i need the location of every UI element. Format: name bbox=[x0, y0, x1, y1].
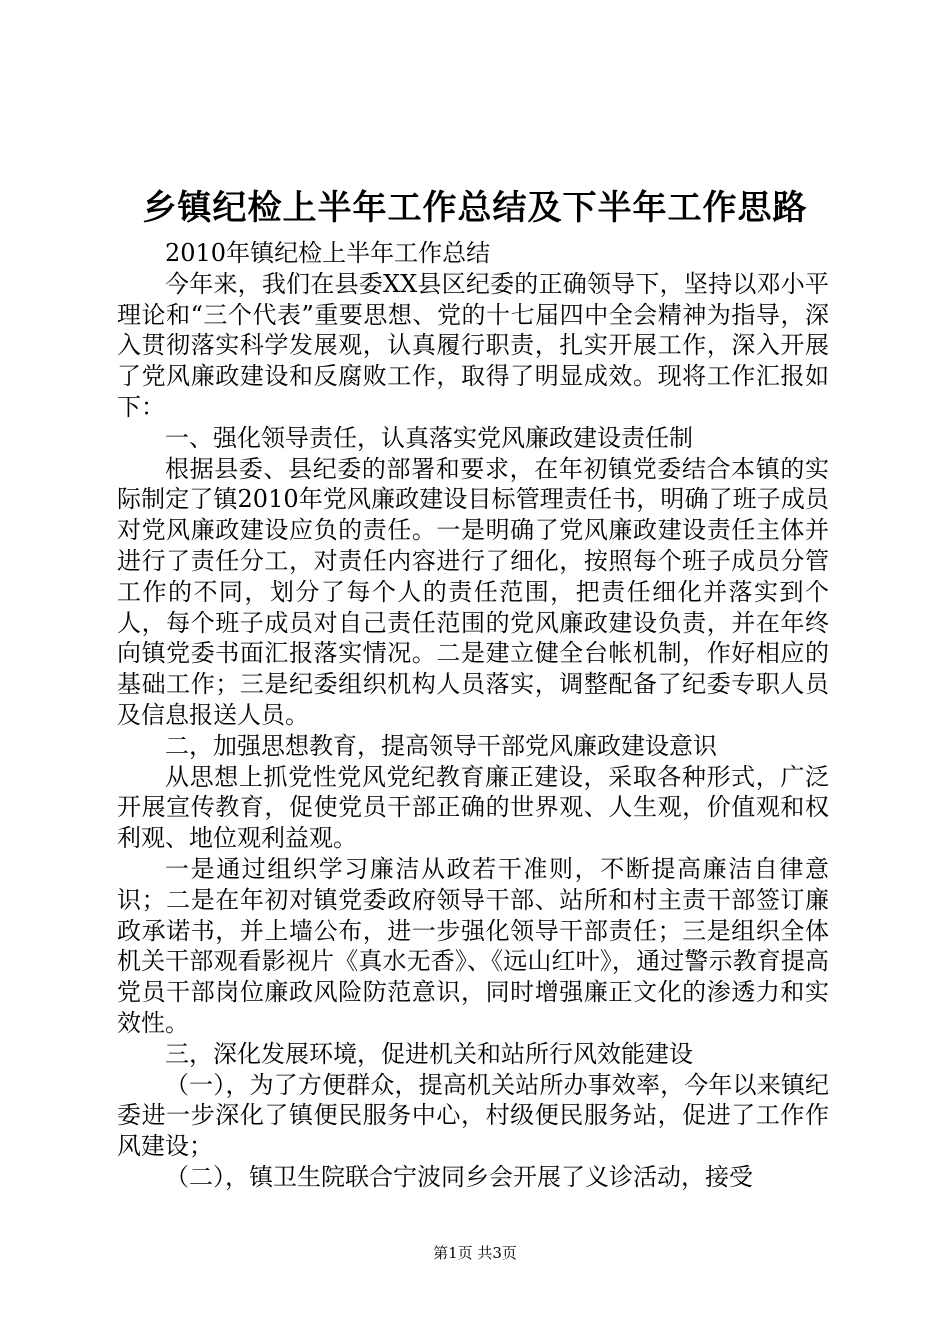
section-heading-2: 二，加强思想教育，提高领导干部党风廉政建设意识 bbox=[165, 731, 717, 760]
body-paragraph: （二），镇卫生院联合宁波同乡会开展了义诊活动，接受 bbox=[165, 1162, 753, 1191]
body-paragraph: （一），为了方便群众，提高机关站所办事效率，今年以来镇纪委进一步深化了镇便民服务中心，村级便民服务站，促进了工作作风建设； bbox=[117, 1070, 829, 1161]
document-body bbox=[117, 238, 829, 1193]
subtitle-paragraph: 2010年镇纪检上半年工作总结 bbox=[165, 239, 491, 267]
body-paragraph: 一是通过组织学习廉洁从政若干准则，不断提高廉洁自律意识；二是在年初对镇党委政府领导干部、站所和村主责干部签订廉政承诺书，并上墙公布，进一步强化领导干部责任；三是组织全体机关干部观看影视片《真水无香》、《远山红叶》，通过警示教育提高党员干部岗位廉政风险防范意识，同时增强廉正文化的渗透力和实效性。 bbox=[117, 854, 829, 1037]
document-title: 乡镇纪检上半年工作总结及下半年工作思路 bbox=[142, 188, 808, 228]
intro-paragraph: 今年来，我们在县委XX县区纪委的正确领导下，坚持以邓小平理论和“三个代表”重要思想、党的十七届四中全会精神为指导，深入贯彻落实科学发展观，认真履行职责，扎实开展工作，深入开展了党风廉政建设和反腐败工作，取得了明显成效。现将工作汇报如下： bbox=[117, 269, 829, 421]
body-paragraph: 根据县委、县纪委的部署和要求，在年初镇党委结合本镇的实际制定了镇2010年党风廉政建设目标管理责任书，明确了班子成员对党风廉政建设应负的责任。一是明确了党风廉政建设责任主体并进行了责任分工，对责任内容进行了细化，按照每个班子成员分管工作的不同，划分了每个人的责任范围，把责任细化并落实到个人，每个班子成员对自己责任范围的党风廉政建设负责，并在年终向镇党委书面汇报落实情况。二是建立健全台帐机制，作好相应的基础工作；三是纪委组织机构人员落实，调整配备了纪委专职人员及信息报送人员。 bbox=[117, 454, 829, 729]
page-footer: 第1页 共3页 bbox=[433, 1244, 517, 1262]
section-heading-3: 三，深化发展环境，促进机关和站所行风效能建设 bbox=[165, 1039, 693, 1068]
section-heading-1: 一、强化领导责任，认真落实党风廉政建设责任制 bbox=[165, 423, 693, 452]
body-paragraph: 从思想上抓党性党风党纪教育廉正建设，采取各种形式，广泛开展宣传教育，促使党员干部正确的世界观、人生观，价值观和权利观、地位观利益观。 bbox=[117, 762, 829, 853]
